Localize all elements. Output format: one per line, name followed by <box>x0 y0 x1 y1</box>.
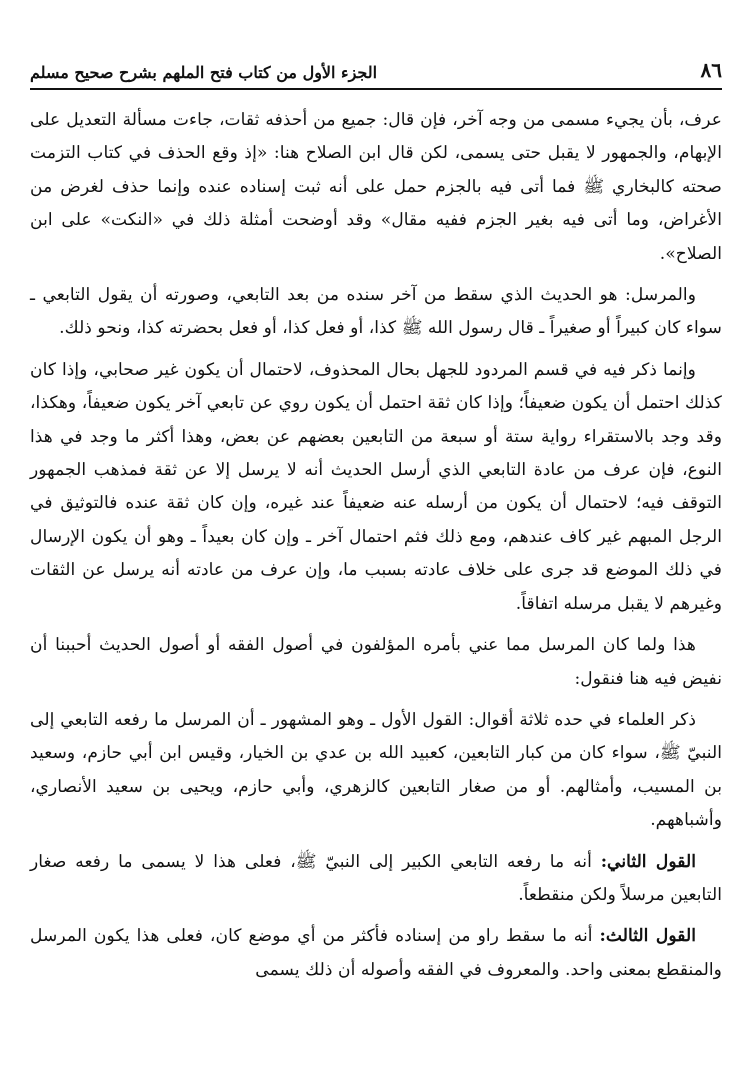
page-body <box>30 104 722 987</box>
page-header <box>30 52 722 90</box>
page-number: ٨٦ <box>700 58 722 82</box>
paragraph-5: ذكر العلماء في حده ثلاثة أقوال: القول الأول ـ وهو المشهور ـ أن المرسل ما رفعه التابعي إلى النبيّ ﷺ، سواء كان من كبار التابعين، كعبيد الله بن عدي بن الخيار، وقيس ابن أبي حازم، وسعيد بن المسيب، وأمثالهم. أو من صغار التابعين كالزهري، وأبي حازم، ويحيى بن سعيد الأنصاري، وأشباههم. <box>30 709 722 831</box>
term-second-opinion: القول الثاني: <box>600 851 696 872</box>
paragraph-4: هذا ولما كان المرسل مما عني بأمره المؤلفون في أصول الفقه أو أصول الحديث أحببنا أن نفيض فيه هنا فنقول: <box>30 635 722 689</box>
running-title: الجزء الأول من كتاب فتح الملهم بشرح صحيح مسلم <box>30 63 378 82</box>
paragraph-6-text: أنه ما رفعه التابعي الكبير إلى النبيّ ﷺ، فعلى هذا لا يسمى ما رفعه صغار التابعين مرسلاً ولكن منقطعاً. <box>30 851 722 905</box>
document-page <box>30 52 722 995</box>
paragraph-1: عرف، بأن يجيء مسمى من وجه آخر، فإن قال: جميع من أحذفه ثقات، جاءت مسألة التعديل على الإبهام، والجمهور لا يقبل حتى يسمى، لكن قال ابن الصلاح هنا: «إذ وقع الحذف في كتاب التزمت صحته كالبخاري ﷺ فما أتى فيه بالجزم حمل على أنه ثبت إسناده عنده وإنما حذف لغرض من الأغراض، وما أتى فيه بغير الجزم ففيه مقال» وقد أوضحت أمثلة ذلك في «النكت» على ابن الصلاح». <box>30 110 722 264</box>
paragraph-2: والمرسل: هو الحديث الذي سقط من آخر سنده من بعد التابعي، وصورته أن يقول التابعي ـ سواء كان كبيراً أو صغيراً ـ قال رسول الله ﷺ كذا، أو فعل كذا، أو فعل بحضرته كذا، ونحو ذلك. <box>30 285 722 339</box>
paragraph-7 <box>30 920 722 987</box>
term-third-opinion: القول الثالث: <box>599 926 696 947</box>
paragraph-6 <box>30 846 722 913</box>
paragraph-7-text: أنه ما سقط راو من إسناده فأكثر من أي موضع كان، فعلى هذا يكون المرسل والمنقطع بمعنى واحد. والمعروف في الفقه وأصوله أن ذلك يسمى <box>30 926 722 980</box>
paragraph-3: وإنما ذكر فيه في قسم المردود للجهل بحال المحذوف، لاحتمال أن يكون غير صحابي، وإذا كان كذلك احتمل أن يكون ضعيفاً؛ وإذا كان ثقة احتمل أن يكون روي عن تابعي آخر يكون ضعيفاً، وهكذا، وقد وجد بالاستقراء رواية ستة أو سبعة من التابعين بعضهم عن بعض، وهذا أكثر ما وجد في هذا النوع، فإن عرف من عادة التابعي الذي أرسل الحديث أنه لا يرسل إلا عن ثقة فمذهب الجمهور التوقف فيه؛ لاحتمال أن يكون من أرسله عنه ضعيفاً عند غيره، وإن كان ثقة عنده فالتوثيق في الرجل المبهم غير كاف عندهم، ومع ذلك فثم احتمال آخر ـ وإن كان بعيداً ـ وهو أن يكون الإرسال في ذلك الموضع قد جرى على خلاف عادته بسبب ما، وإن عرف من عادته أنه يرسل عن الثقات وغيرهم لا يقبل مرسله اتفاقاً. <box>30 359 722 614</box>
